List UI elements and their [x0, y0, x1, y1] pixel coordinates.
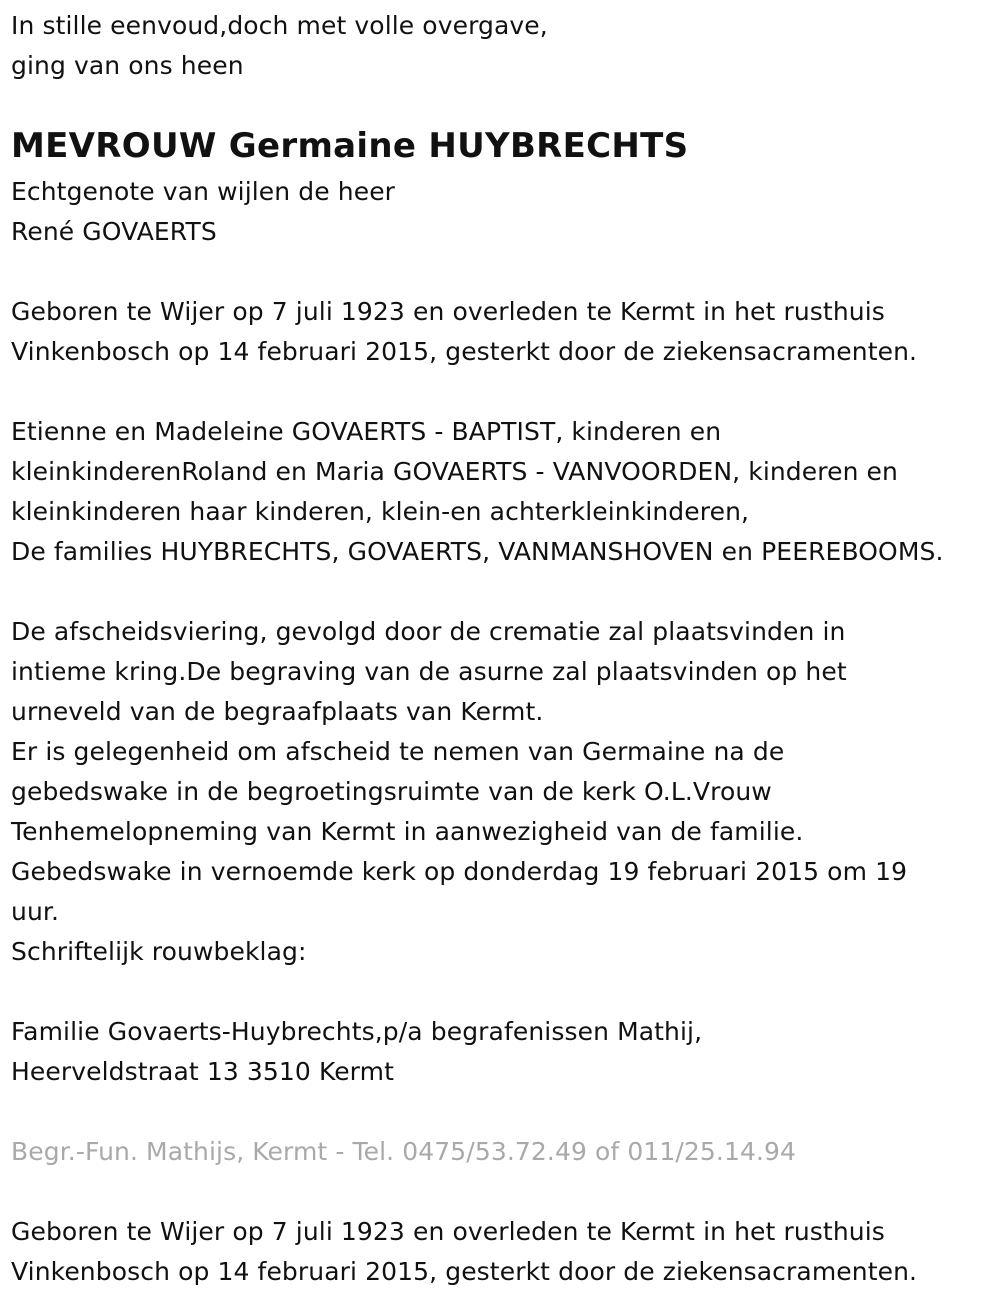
funeral-home-contact: Begr.-Fun. Mathijs, Kermt - Tel. 0475/53.72.49 of 011/25.14.94 — [11, 1137, 797, 1166]
ceremony-line: Tenhemelopneming van Kermt in aanwezigheid van de familie. — [11, 817, 804, 846]
spouse-line: Echtgenote van wijlen de heer — [11, 177, 396, 206]
birth-death-repeat-line: Vinkenbosch op 14 februari 2015, gesterkt door de ziekensacramenten. — [11, 1257, 918, 1286]
spouse-line: René GOVAERTS — [11, 217, 217, 246]
birth-death-line: Vinkenbosch op 14 februari 2015, gesterkt door de ziekensacramenten. — [11, 337, 918, 366]
family-line: kleinkinderenRoland en Maria GOVAERTS - VANVOORDEN, kinderen en — [11, 457, 898, 486]
spacer — [11, 1092, 996, 1132]
spacer — [11, 572, 996, 612]
family-line: Etienne en Madeleine GOVAERTS - BAPTIST, kinderen en — [11, 417, 722, 446]
ceremony-line: Er is gelegenheid om afscheid te nemen van Germaine na de — [11, 737, 785, 766]
ceremony-line: uur. — [11, 897, 60, 926]
intro-line: ging van ons heen — [11, 51, 244, 80]
ceremony-line: Gebedswake in vernoemde kerk op donderdag 19 februari 2015 om 19 — [11, 857, 908, 886]
intro-line: In stille eenvoud,doch met volle overgave, — [11, 11, 548, 40]
family-line: kleinkinderen haar kinderen, klein-en achterkleinkinderen, — [11, 497, 750, 526]
obituary-notice — [11, 6, 996, 1292]
spacer — [11, 972, 996, 1012]
spacer — [11, 86, 996, 120]
ceremony-line: gebedswake in de begroetingsruimte van de kerk O.L.Vrouw — [11, 777, 772, 806]
ceremony-line: Schriftelijk rouwbeklag: — [11, 937, 307, 966]
spacer — [11, 1172, 996, 1212]
ceremony-line: urneveld van de begraafplaats van Kermt. — [11, 697, 544, 726]
ceremony-line: intieme kring.De begraving van de asurne zal plaatsvinden op het — [11, 657, 847, 686]
birth-death-line: Geboren te Wijer op 7 juli 1923 en overleden te Kermt in het rusthuis — [11, 297, 885, 326]
deceased-name: MEVROUW Germaine HUYBRECHTS — [11, 126, 689, 166]
spacer — [11, 252, 996, 292]
address-line: Heerveldstraat 13 3510 Kermt — [11, 1057, 394, 1086]
birth-death-repeat-line: Geboren te Wijer op 7 juli 1923 en overleden te Kermt in het rusthuis — [11, 1217, 885, 1246]
ceremony-line: De afscheidsviering, gevolgd door de crematie zal plaatsvinden in — [11, 617, 846, 646]
spacer — [11, 372, 996, 412]
address-line: Familie Govaerts-Huybrechts,p/a begrafenissen Mathij, — [11, 1017, 703, 1046]
family-line: De families HUYBRECHTS, GOVAERTS, VANMANSHOVEN en PEEREBOOMS. — [11, 537, 944, 566]
